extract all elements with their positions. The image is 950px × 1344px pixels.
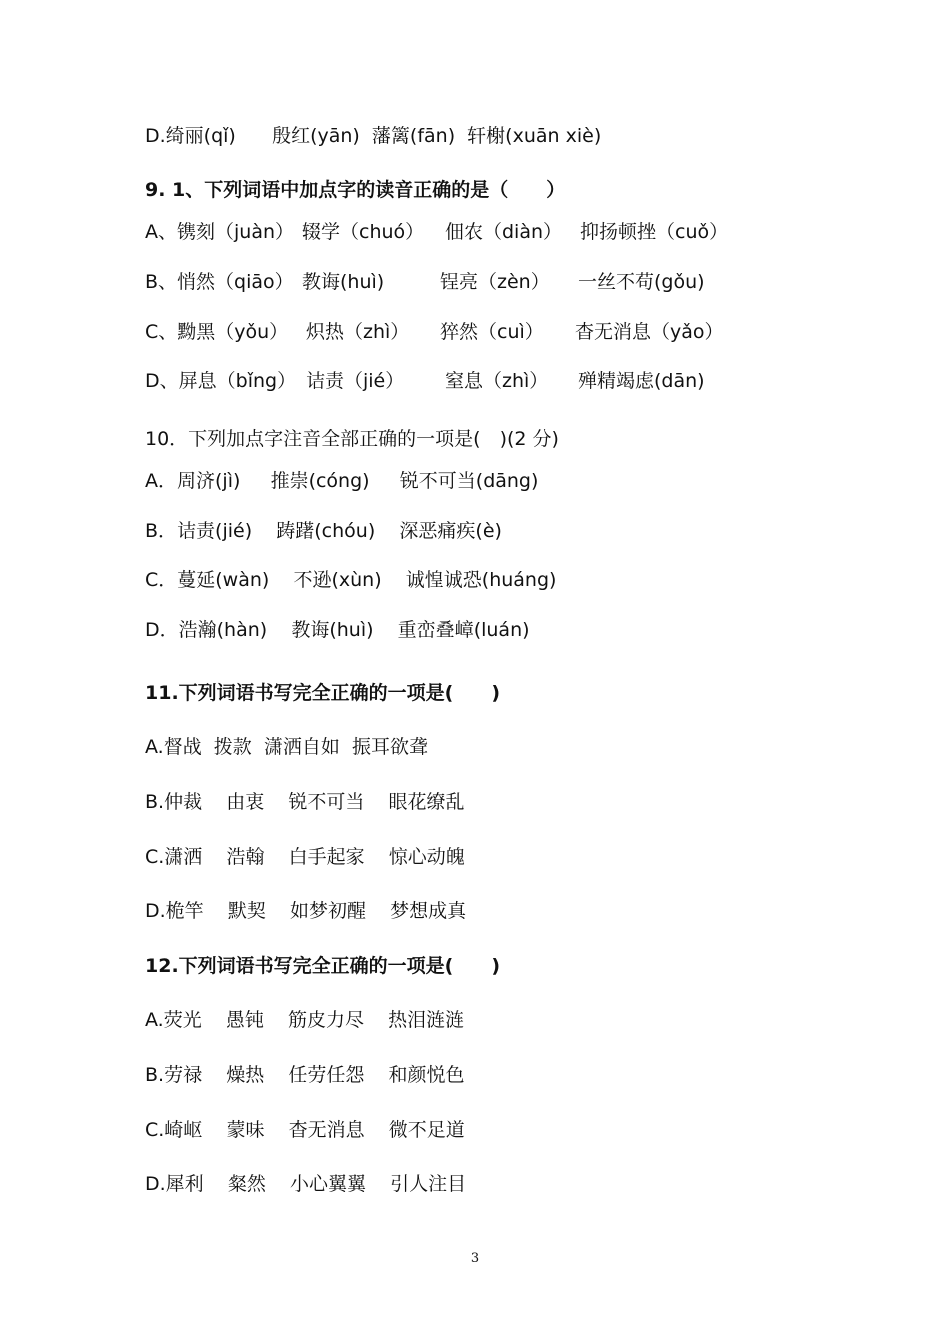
q11-title: 11.下列词语书写完全正确的一项是( ) — [145, 682, 501, 704]
q9-option-a-word1: A、镌刻（juàn） — [145, 221, 295, 243]
q12-option-d: D.犀利 粲然 小心翼翼 引人注目 — [145, 1173, 467, 1195]
q10-option-c: C．蔓延(wàn) 不逊(xùn) 诚惶诚恐(huáng) — [145, 569, 557, 591]
q10-option-d: D．浩瀚(hàn) 教诲(huì) 重峦叠嶂(luán) — [145, 619, 530, 641]
q9-option-a-word3: 佃农（diàn） — [445, 221, 563, 243]
q9-option-d-word4: 殚精竭虑(dān) — [578, 370, 705, 392]
q10-option-b: B．诘责(jié) 踌躇(chóu) 深恶痛疾(è) — [145, 520, 502, 542]
q9-option-d-word3: 窒息（zhì） — [445, 370, 549, 392]
q9-option-a-word4: 抑扬顿挫（cuǒ） — [580, 221, 729, 243]
q9-option-b-word2: 教诲(huì) — [302, 271, 385, 293]
q11-option-d: D.桅竿 默契 如梦初醒 梦想成真 — [145, 900, 467, 922]
page-number: 3 — [470, 1251, 480, 1266]
q9-option-c-word1: C、黝黑（yǒu） — [145, 321, 289, 343]
q9-option-a-word2: 辍学（chuó） — [302, 221, 425, 243]
q9-option-d-word1: D、屏息（bǐng） — [145, 370, 297, 392]
q9-option-b-word3: 锃亮（zèn） — [440, 271, 550, 293]
q9-option-c-word3: 猝然（cuì） — [440, 321, 544, 343]
q12-title: 12.下列词语书写完全正确的一项是( ) — [145, 955, 501, 977]
q9-option-c-word2: 炽热（zhì） — [306, 321, 410, 343]
q9-option-b-word1: B、悄然（qiāo） — [145, 271, 294, 293]
q8-option-d: D.绮丽(qǐ) 殷红(yān) 藩篱(fān) 轩榭(xuān xiè) — [145, 125, 602, 147]
q12-option-a: A.荧光 愚钝 筋皮力尽 热泪涟涟 — [145, 1009, 465, 1031]
q12-option-c: C.崎岖 蒙味 杳无消息 微不足道 — [145, 1119, 465, 1141]
q12-option-b: B.劳禄 燥热 任劳任怨 和颜悦色 — [145, 1064, 465, 1086]
q11-option-c: C.潇洒 浩翰 白手起家 惊心动魄 — [145, 846, 465, 868]
q11-option-a: A.督战 拨款 潇洒自如 振耳欲聋 — [145, 736, 428, 758]
q11-option-b: B.仲裁 由衷 锐不可当 眼花缭乱 — [145, 791, 465, 813]
q9-option-b-word4: 一丝不苟(gǒu) — [578, 271, 705, 293]
q9-option-c-word4: 杳无消息（yǎo） — [575, 321, 724, 343]
q10-title: 10．下列加点字注音全部正确的一项是( )(2 分) — [145, 428, 559, 450]
q9-option-d-word2: 诘责（jié） — [306, 370, 405, 392]
q10-option-a: A．周济(jì) 推崇(cóng) 锐不可当(dāng) — [145, 470, 539, 492]
q9-title: 9. 1、下列词语中加点字的读音正确的是（ ） — [145, 179, 566, 201]
